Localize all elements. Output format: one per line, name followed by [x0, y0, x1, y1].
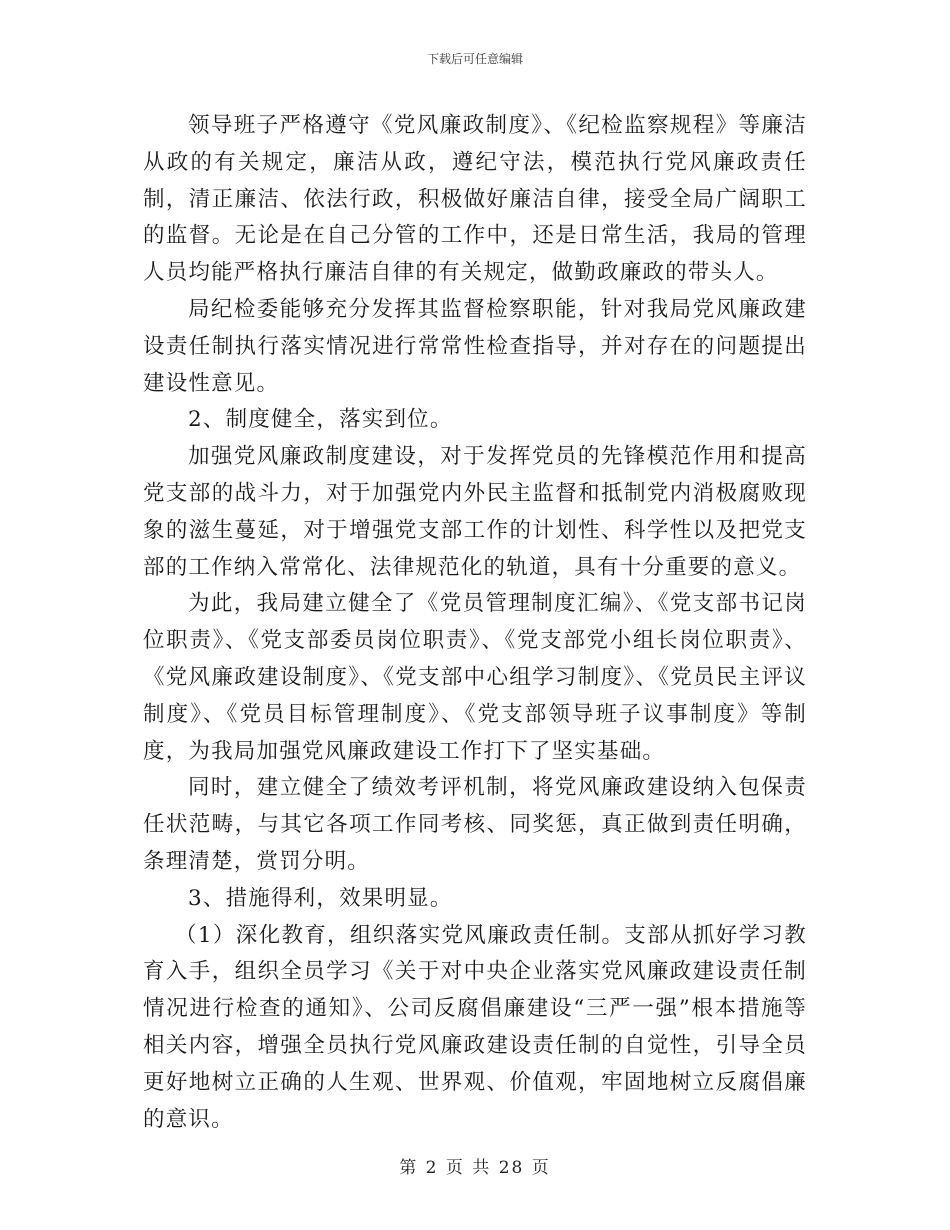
- section-heading-measures-effective: 3、措施得利，效果明显。: [188, 885, 453, 911]
- paragraph-system-list: 为此，我局建立健全了《党员管理制度汇编》、《党支部书记岗位职责》、《党支部委员岗位职责》、《党支部党小组长岗位职责》、《党风廉政建设制度》、《党支部中心组学习制度》、《党员民主评议制度》、《党员目标管理制度》、《党支部领导班子议事制度》等制度，为我局加强党风廉政建设工作打下了坚实基础。: [143, 591, 807, 764]
- paragraph-inspection-committee: 局纪检委能够充分发挥其监督检察职能，针对我局党风廉政建设责任制执行落实情况进行常常性检查指导，并对存在的问题提出建设性意见。: [143, 296, 807, 396]
- paragraph-performance-evaluation: 同时，建立健全了绩效考评机制，将党风廉政建设纳入包保责任状范畴，与其它各项工作同考核、同奖惩，真正做到责任明确，条理清楚，赏罚分明。: [143, 775, 807, 874]
- paragraph-leadership-discipline: 领导班子严格遵守《党风廉政制度》、《纪检监察规程》等廉洁从政的有关规定，廉洁从政，遵纪守法，模范执行党风廉政责任制，清正廉洁、依法行政，积极做好廉洁自律，接受全局广阔职工的监督。无论是在自己分管的工作中，还是日常生活，我局的管理人员均能严格执行廉洁自律的有关规定，做勤政廉政的带头人。: [143, 113, 807, 286]
- paragraph-system-building: 加强党风廉政制度建设，对于发挥党员的先锋模范作用和提高党支部的战斗力，对于加强党内外民主监督和抵制党内消极腐败现象的滋生蔓延，对于增强党支部工作的计划性、科学性以及把党支部的工作纳入常常化、法律规范化的轨道，具有十分重要的意义。: [143, 444, 807, 580]
- document-body: [143, 108, 807, 1138]
- page-header: 下载后可任意编辑: [426, 52, 523, 66]
- page-number-footer: 第 2 页 共 28 页: [399, 1158, 551, 1178]
- paragraph-deepen-education: （1）深化教育，组织落实党风廉政责任制。支部从抓好学习教育入手，组织全员学习《关于对中央企业落实党风廉政建设责任制情况进行检查的通知》、公司反腐倡廉建设“三严一强”根本措施等相关内容，增强全员执行党风廉政建设责任制的自觉性，引导全员更好地树立正确的人生观、世界观、价值观，牢固地树立反腐倡廉的意识。: [143, 922, 807, 1132]
- section-heading-system-sound: 2、制度健全，落实到位。: [188, 407, 453, 433]
